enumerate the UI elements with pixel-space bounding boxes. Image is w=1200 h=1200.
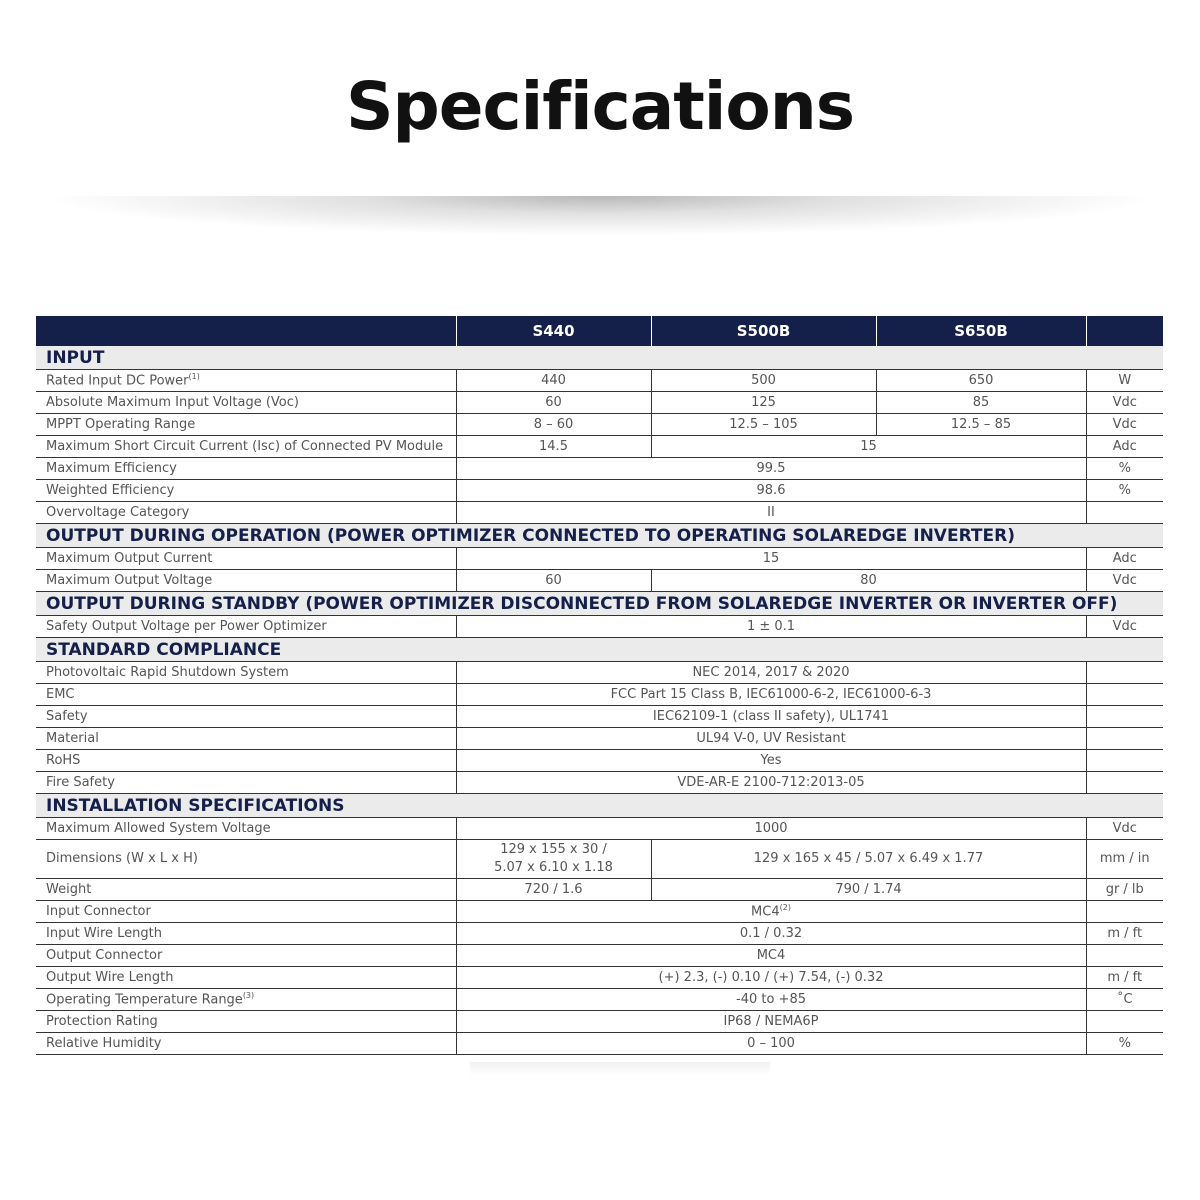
spec-value-text: 15: [762, 551, 780, 566]
spec-value-text: 500: [751, 373, 776, 388]
spec-value: [456, 616, 1086, 638]
spec-value-text: VDE-AR-E 2100-712:2013-05: [677, 775, 865, 790]
spec-value-text: 8 – 60: [533, 417, 574, 432]
spec-value-text: 98.6: [756, 483, 786, 498]
spec-value-text: -40 to +85: [736, 992, 806, 1007]
spec-unit: mm / in: [1086, 840, 1163, 879]
spec-label-text: Photovoltaic Rapid Shutdown System: [46, 665, 289, 680]
spec-unit: %: [1086, 458, 1163, 480]
spec-value: [876, 414, 1086, 436]
spec-value: [651, 840, 1086, 879]
spec-unit: [1086, 750, 1163, 772]
spec-label-text: Output Connector: [46, 948, 163, 963]
spec-row: [36, 818, 1163, 840]
spec-label: [36, 392, 456, 414]
spec-value-text: UL94 V-0, UV Resistant: [696, 731, 846, 746]
spec-label-text: Maximum Short Circuit Current (Isc) of Connected PV Module: [46, 439, 444, 454]
spec-row: [36, 392, 1163, 414]
spec-label-text: Input Connector: [46, 904, 151, 919]
spec-row: [36, 772, 1163, 794]
column-header: S500B: [651, 316, 876, 346]
spec-value-text: IEC62109-1 (class II safety), UL1741: [652, 709, 890, 724]
spec-value-text: 440: [541, 373, 566, 388]
spec-unit: W: [1086, 370, 1163, 392]
spec-value-text: 650: [968, 373, 994, 388]
spec-unit: [1086, 662, 1163, 684]
spec-label-text: Weight: [46, 882, 92, 897]
spec-label: [36, 370, 456, 392]
spec-value: [456, 989, 1086, 1011]
spec-value: [456, 570, 651, 592]
spec-row: [36, 548, 1163, 570]
spec-value: [456, 879, 651, 901]
section-title: INPUT: [36, 346, 1163, 370]
spec-value: [456, 392, 651, 414]
spec-label-text: EMC: [46, 687, 75, 702]
spec-value: [651, 570, 1086, 592]
spec-label: [36, 967, 456, 989]
spec-value: [651, 392, 876, 414]
spec-value-text: 0.1 / 0.32: [739, 926, 803, 941]
section-header-row: [36, 794, 1163, 818]
spec-unit: Adc: [1086, 548, 1163, 570]
spec-value-text: 60: [545, 573, 562, 588]
spec-label: [36, 1033, 456, 1055]
spec-value: [456, 750, 1086, 772]
spec-value-text: IP68 / NEMA6P: [723, 1014, 819, 1029]
spec-value-text: 125: [751, 395, 776, 410]
spec-value: [651, 414, 876, 436]
spec-label: [36, 502, 456, 524]
spec-label: [36, 662, 456, 684]
spec-label: [36, 989, 456, 1011]
spec-row: [36, 1011, 1163, 1033]
footnote-marker: (2): [779, 903, 791, 913]
spec-label: [36, 706, 456, 728]
spec-label-text: Output Wire Length: [46, 970, 174, 985]
spec-value: [456, 684, 1086, 706]
spec-label-text: Relative Humidity: [46, 1036, 162, 1051]
spec-value-text: 1000: [754, 821, 788, 836]
spec-value-text: (+) 2.3, (-) 0.10 / (+) 7.54, (-) 0.32: [658, 970, 884, 985]
spec-label: [36, 436, 456, 458]
section-header-row: [36, 638, 1163, 662]
spec-value-text: NEC 2014, 2017 & 2020: [692, 665, 850, 680]
spec-row: [36, 684, 1163, 706]
spec-row: [36, 616, 1163, 638]
spec-unit: [1086, 1011, 1163, 1033]
spec-label-text: Dimensions (W x L x H): [46, 851, 198, 866]
spec-value: [876, 392, 1086, 414]
spec-value: [456, 502, 1086, 524]
spec-row: [36, 1033, 1163, 1055]
spec-row: [36, 967, 1163, 989]
column-header: [36, 316, 456, 346]
spec-value-text: 99.5: [756, 461, 786, 476]
spec-value-text: 0 – 100: [747, 1036, 795, 1051]
spec-label-text: Overvoltage Category: [46, 505, 190, 520]
spec-value: [456, 370, 651, 392]
spec-label: [36, 772, 456, 794]
spec-unit: [1086, 901, 1163, 923]
section-header-row: [36, 592, 1163, 616]
spec-value: [651, 436, 1086, 458]
scroll-fade: [470, 1062, 770, 1076]
spec-label: [36, 818, 456, 840]
spec-value-text: MC4: [756, 948, 786, 963]
column-header: S650B: [876, 316, 1086, 346]
spec-value-text: 720 / 1.6: [524, 882, 583, 897]
spec-row: [36, 923, 1163, 945]
spec-unit: %: [1086, 480, 1163, 502]
spec-value: [651, 370, 876, 392]
spec-label-text: Maximum Allowed System Voltage: [46, 821, 271, 836]
spec-label: [36, 480, 456, 502]
spec-label-text: Fire Safety: [46, 775, 115, 790]
spec-label: [36, 945, 456, 967]
spec-value: [876, 370, 1086, 392]
spec-label-text: Maximum Output Voltage: [46, 573, 213, 588]
spec-row: [36, 480, 1163, 502]
spec-value: [456, 706, 1086, 728]
spec-value-text: 790 / 1.74: [835, 882, 902, 897]
spec-value: [651, 879, 1086, 901]
column-header: [1086, 316, 1163, 346]
spec-row: [36, 414, 1163, 436]
spec-label-text: Maximum Output Current: [46, 551, 213, 566]
spec-value-text: 129 x 165 x 45 / 5.07 x 6.49 x 1.77: [753, 851, 984, 866]
spec-unit: [1086, 772, 1163, 794]
spec-label: [36, 879, 456, 901]
spec-label-text: Safety: [46, 709, 88, 724]
spec-unit: [1086, 945, 1163, 967]
spec-label-text: Input Wire Length: [46, 926, 163, 941]
spec-row: [36, 728, 1163, 750]
section-title: OUTPUT DURING OPERATION (POWER OPTIMIZER CONNECTED TO OPERATING SOLAREDGE INVERTER): [36, 524, 1163, 548]
spec-unit: [1086, 684, 1163, 706]
spec-label-text: MPPT Operating Range: [46, 417, 196, 432]
section-header-row: [36, 346, 1163, 370]
spec-row: [36, 436, 1163, 458]
title-shadow-divider: [40, 196, 1160, 236]
spec-label: [36, 840, 456, 879]
spec-label: [36, 684, 456, 706]
spec-value-text: II: [767, 505, 775, 520]
spec-value-text-line2: 5.07 x 6.10 x 1.18: [494, 860, 613, 875]
spec-value: [456, 1033, 1086, 1055]
spec-unit: [1086, 728, 1163, 750]
section-header-row: [36, 524, 1163, 548]
spec-value: [456, 945, 1086, 967]
spec-value: [456, 923, 1086, 945]
spec-value-text: 12.5 – 105: [729, 417, 798, 432]
spec-label: [36, 901, 456, 923]
spec-label: [36, 616, 456, 638]
spec-label: [36, 570, 456, 592]
spec-value: [456, 480, 1086, 502]
footnote-marker: (1): [188, 372, 200, 382]
section-title: STANDARD COMPLIANCE: [36, 638, 1163, 662]
spec-value-text: FCC Part 15 Class B, IEC61000-6-2, IEC61000-6-3: [610, 687, 932, 702]
page-title: Specifications: [345, 68, 855, 145]
spec-label-text: Rated Input DC Power: [46, 373, 189, 389]
footnote-marker: (3): [242, 991, 255, 1001]
spec-unit: m / ft: [1086, 923, 1163, 945]
spec-unit: Vdc: [1086, 616, 1163, 638]
spec-value: [456, 1011, 1086, 1033]
spec-unit: [1086, 706, 1163, 728]
spec-value: [456, 772, 1086, 794]
spec-label: [36, 548, 456, 570]
spec-value: [456, 414, 651, 436]
spec-label-text: Weighted Efficiency: [46, 483, 175, 498]
spec-label: [36, 1011, 456, 1033]
spec-label-text: RoHS: [46, 753, 81, 768]
spec-value: [456, 901, 1086, 923]
spec-value: [456, 818, 1086, 840]
spec-value: [456, 967, 1086, 989]
spec-value-text: 15: [860, 439, 877, 454]
spec-unit: %: [1086, 1033, 1163, 1055]
spec-unit: ˚C: [1086, 989, 1163, 1011]
spec-label: [36, 728, 456, 750]
spec-value-text: Yes: [760, 753, 782, 768]
spec-value-text: 60: [545, 395, 562, 410]
spec-unit: Vdc: [1086, 818, 1163, 840]
spec-row: [36, 989, 1163, 1011]
spec-row: [36, 370, 1163, 392]
spec-value-text: 14.5: [539, 439, 568, 454]
spec-value-text: 12.5 – 85: [950, 417, 1012, 432]
spec-label: [36, 923, 456, 945]
spec-row: [36, 502, 1163, 524]
spec-label-text: Maximum Efficiency: [46, 461, 177, 476]
spec-row: [36, 662, 1163, 684]
spec-row: [36, 570, 1163, 592]
spec-row: [36, 901, 1163, 923]
spec-row: [36, 750, 1163, 772]
table-header-row: [36, 316, 1163, 346]
spec-value: [456, 662, 1086, 684]
spec-value: [456, 840, 651, 879]
spec-label: [36, 458, 456, 480]
spec-row: [36, 840, 1163, 879]
spec-label-text: Operating Temperature Range: [46, 992, 243, 1008]
spec-unit: [1086, 502, 1163, 524]
spec-unit: Vdc: [1086, 392, 1163, 414]
spec-value-text: MC4: [751, 904, 780, 920]
spec-value: [456, 436, 651, 458]
spec-label-text: Safety Output Voltage per Power Optimizer: [46, 619, 327, 634]
spec-label-text: Material: [46, 731, 99, 746]
spec-unit: gr / lb: [1086, 879, 1163, 901]
spec-unit: m / ft: [1086, 967, 1163, 989]
spec-row: [36, 706, 1163, 728]
spec-value: [456, 548, 1086, 570]
spec-label: [36, 414, 456, 436]
section-title: INSTALLATION SPECIFICATIONS: [36, 794, 1163, 818]
spec-unit: Vdc: [1086, 570, 1163, 592]
specifications-table: [36, 316, 1163, 1055]
spec-label-text: Absolute Maximum Input Voltage (Voc): [46, 395, 299, 410]
spec-label-text: Protection Rating: [46, 1014, 158, 1029]
spec-value: [456, 458, 1086, 480]
spec-value-text: 129 x 155 x 30 /: [500, 842, 607, 857]
spec-row: [36, 879, 1163, 901]
spec-value-text: 1 ± 0.1: [746, 619, 796, 634]
section-title: OUTPUT DURING STANDBY (POWER OPTIMIZER DISCONNECTED FROM SOLAREDGE INVERTER OR INVERTER OFF): [36, 592, 1163, 616]
spec-value: [456, 728, 1086, 750]
spec-row: [36, 945, 1163, 967]
spec-row: [36, 458, 1163, 480]
column-header: S440: [456, 316, 651, 346]
spec-unit: Vdc: [1086, 414, 1163, 436]
spec-value-text: 80: [860, 573, 877, 588]
spec-unit: Adc: [1086, 436, 1163, 458]
spec-value-text: 85: [972, 395, 990, 410]
spec-label: [36, 750, 456, 772]
